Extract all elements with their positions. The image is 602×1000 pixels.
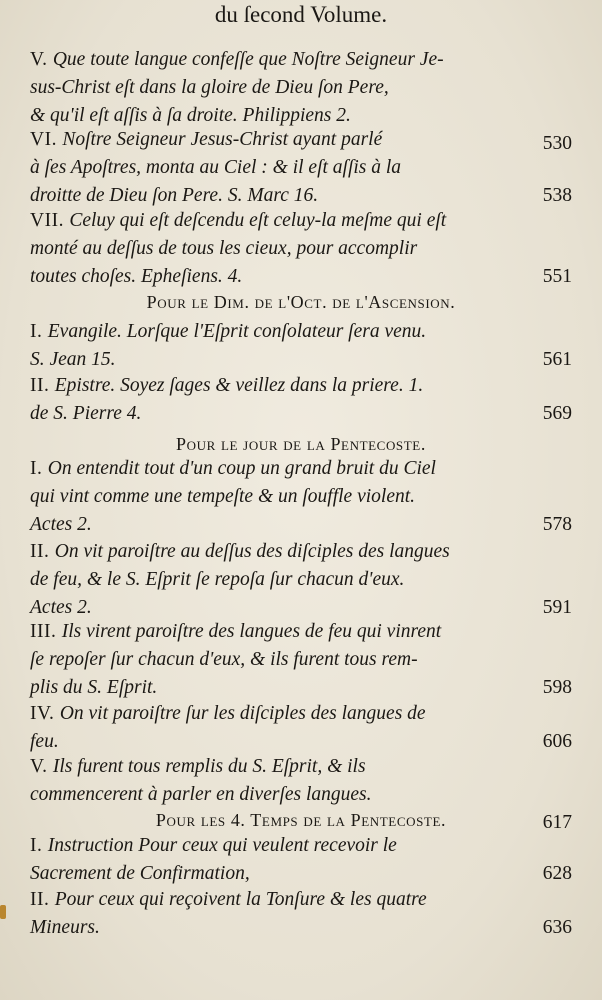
entry-number: II.	[30, 889, 55, 910]
entry-text: Instruction Pour ceux qui veulent recevoir le	[47, 835, 397, 856]
entry-line	[30, 618, 572, 646]
entry-line	[30, 538, 572, 566]
entry-text: ſe repoſer ſur chacun d'eux, & ils furent tous rem-	[30, 649, 418, 670]
toc-entry	[30, 372, 572, 428]
entry-number: I.	[30, 458, 48, 479]
page-number: 606	[542, 731, 572, 752]
section-heading: Pour les 4. Temps de la Pentecoste.	[155, 810, 447, 830]
entry-line	[30, 263, 572, 291]
section-heading: Pour le jour de la Pentecoste.	[176, 434, 426, 454]
toc-entry	[30, 832, 572, 888]
page-number: 551	[542, 266, 572, 287]
entry-number: I.	[30, 835, 48, 856]
entry-number: VII.	[30, 210, 70, 231]
entry-text: Celuy qui eſt deſcendu eſt celuy-la meſme qui eſt	[69, 210, 447, 231]
entry-line	[30, 235, 572, 263]
entry-line	[30, 728, 572, 756]
page-number: 617	[542, 812, 572, 833]
entry-text: Sacrement de Confirmation,	[30, 863, 250, 884]
entry-text: Ils virent paroiſtre des langues de feu qui vinrent	[61, 621, 442, 642]
toc-entry	[30, 538, 572, 622]
entry-line	[30, 700, 572, 728]
entry-line	[30, 46, 572, 74]
toc-entry	[30, 618, 572, 702]
entry-text: droitte de Dieu ſon Pere. S. Marc 16.	[30, 185, 319, 206]
entry-text: Epistre. Soyez ſages & veillez dans la priere. 1.	[54, 375, 424, 396]
entry-number: III.	[30, 621, 62, 642]
margin-ornament	[0, 905, 6, 919]
page-number: 538	[542, 185, 572, 206]
page-number: 530	[542, 133, 572, 154]
entry-line	[30, 207, 572, 235]
entry-text: sus-Christ eſt dans la gloire de Dieu ſon Pere,	[30, 77, 389, 98]
entry-text: de feu, & le S. Eſprit ſe repoſa ſur chacun d'eux.	[30, 569, 405, 590]
entry-line	[30, 511, 572, 539]
entry-line	[30, 860, 572, 888]
page-number: 628	[542, 863, 572, 884]
toc-entry	[30, 318, 572, 374]
toc-entry	[30, 207, 572, 291]
entry-line	[30, 346, 572, 374]
entry-text: Evangile. Lorſque l'Eſprit conſolateur ſera venu.	[47, 321, 427, 342]
entry-line	[30, 781, 572, 809]
entry-text: feu.	[30, 731, 59, 752]
entry-text: On vit paroiſtre ſur les diſciples des langues de	[59, 703, 426, 724]
entry-text: On vit paroiſtre au deſſus des diſciples des langues	[54, 541, 450, 562]
page-header: du ſecond Volume.	[214, 2, 388, 27]
entry-text: monté au deſſus de tous les cieux, pour accomplir	[30, 238, 418, 259]
entry-text: Actes 2.	[30, 514, 92, 535]
entry-text: Mineurs.	[30, 917, 100, 938]
page-number: 636	[542, 917, 572, 938]
page-number: 561	[542, 349, 572, 370]
page-number: 591	[542, 597, 572, 618]
page-number: 578	[542, 514, 572, 535]
entry-line	[30, 372, 572, 400]
entry-line	[30, 674, 572, 702]
entry-line	[30, 753, 572, 781]
entry-text: Actes 2.	[30, 597, 92, 618]
entry-text: & qu'il eſt aſſis à ſa droite. Philippiens 2.	[30, 105, 351, 126]
entry-line	[30, 566, 572, 594]
entry-text: Pour ceux qui reçoivent la Tonſure & les quatre	[54, 889, 427, 910]
entry-number: II.	[30, 375, 55, 396]
entry-line	[30, 154, 572, 182]
entry-line	[30, 74, 572, 102]
entry-text: commencerent à parler en diverſes langues.	[30, 784, 372, 805]
entry-line	[30, 455, 572, 483]
entry-text: à ſes Apoſtres, monta au Ciel : & il eſt aſſis à la	[30, 157, 402, 178]
toc-entry	[30, 455, 572, 539]
entry-number: II.	[30, 541, 55, 562]
entry-line	[30, 126, 572, 154]
entry-line	[30, 832, 572, 860]
entry-number: VI.	[30, 129, 63, 150]
entry-line	[30, 318, 572, 346]
entry-text: Noſtre Seigneur Jesus-Christ ayant parlé	[62, 129, 383, 150]
entry-line	[30, 182, 572, 210]
page-number: 569	[542, 403, 572, 424]
entry-text: qui vint comme une tempeſte & un ſouffle violent.	[30, 486, 416, 507]
entry-text: Que toute langue confeſſe que Noſtre Seigneur Je-	[52, 49, 444, 70]
entry-line	[30, 483, 572, 511]
entry-line	[30, 914, 572, 942]
page-number: 598	[542, 677, 572, 698]
toc-entry	[30, 700, 572, 756]
entry-text: S. Jean 15.	[30, 349, 116, 370]
entry-number: V.	[30, 756, 53, 777]
entry-line	[30, 646, 572, 674]
entry-text: Ils furent tous remplis du S. Eſprit, & ils	[52, 756, 366, 777]
entry-text: toutes choſes. Epheſiens. 4.	[30, 266, 243, 287]
toc-entry	[30, 886, 572, 942]
section-heading: Pour le Dim. de l'Oct. de l'Ascension.	[146, 292, 456, 312]
entry-line	[30, 400, 572, 428]
entry-number: IV.	[30, 703, 60, 724]
entry-text: plis du S. Eſprit.	[30, 677, 158, 698]
entry-text: de S. Pierre 4.	[30, 403, 142, 424]
entry-number: I.	[30, 321, 48, 342]
entry-number: V.	[30, 49, 53, 70]
entry-text: On entendit tout d'un coup un grand bruit du Ciel	[47, 458, 436, 479]
entry-line	[30, 886, 572, 914]
toc-entry	[30, 126, 572, 210]
